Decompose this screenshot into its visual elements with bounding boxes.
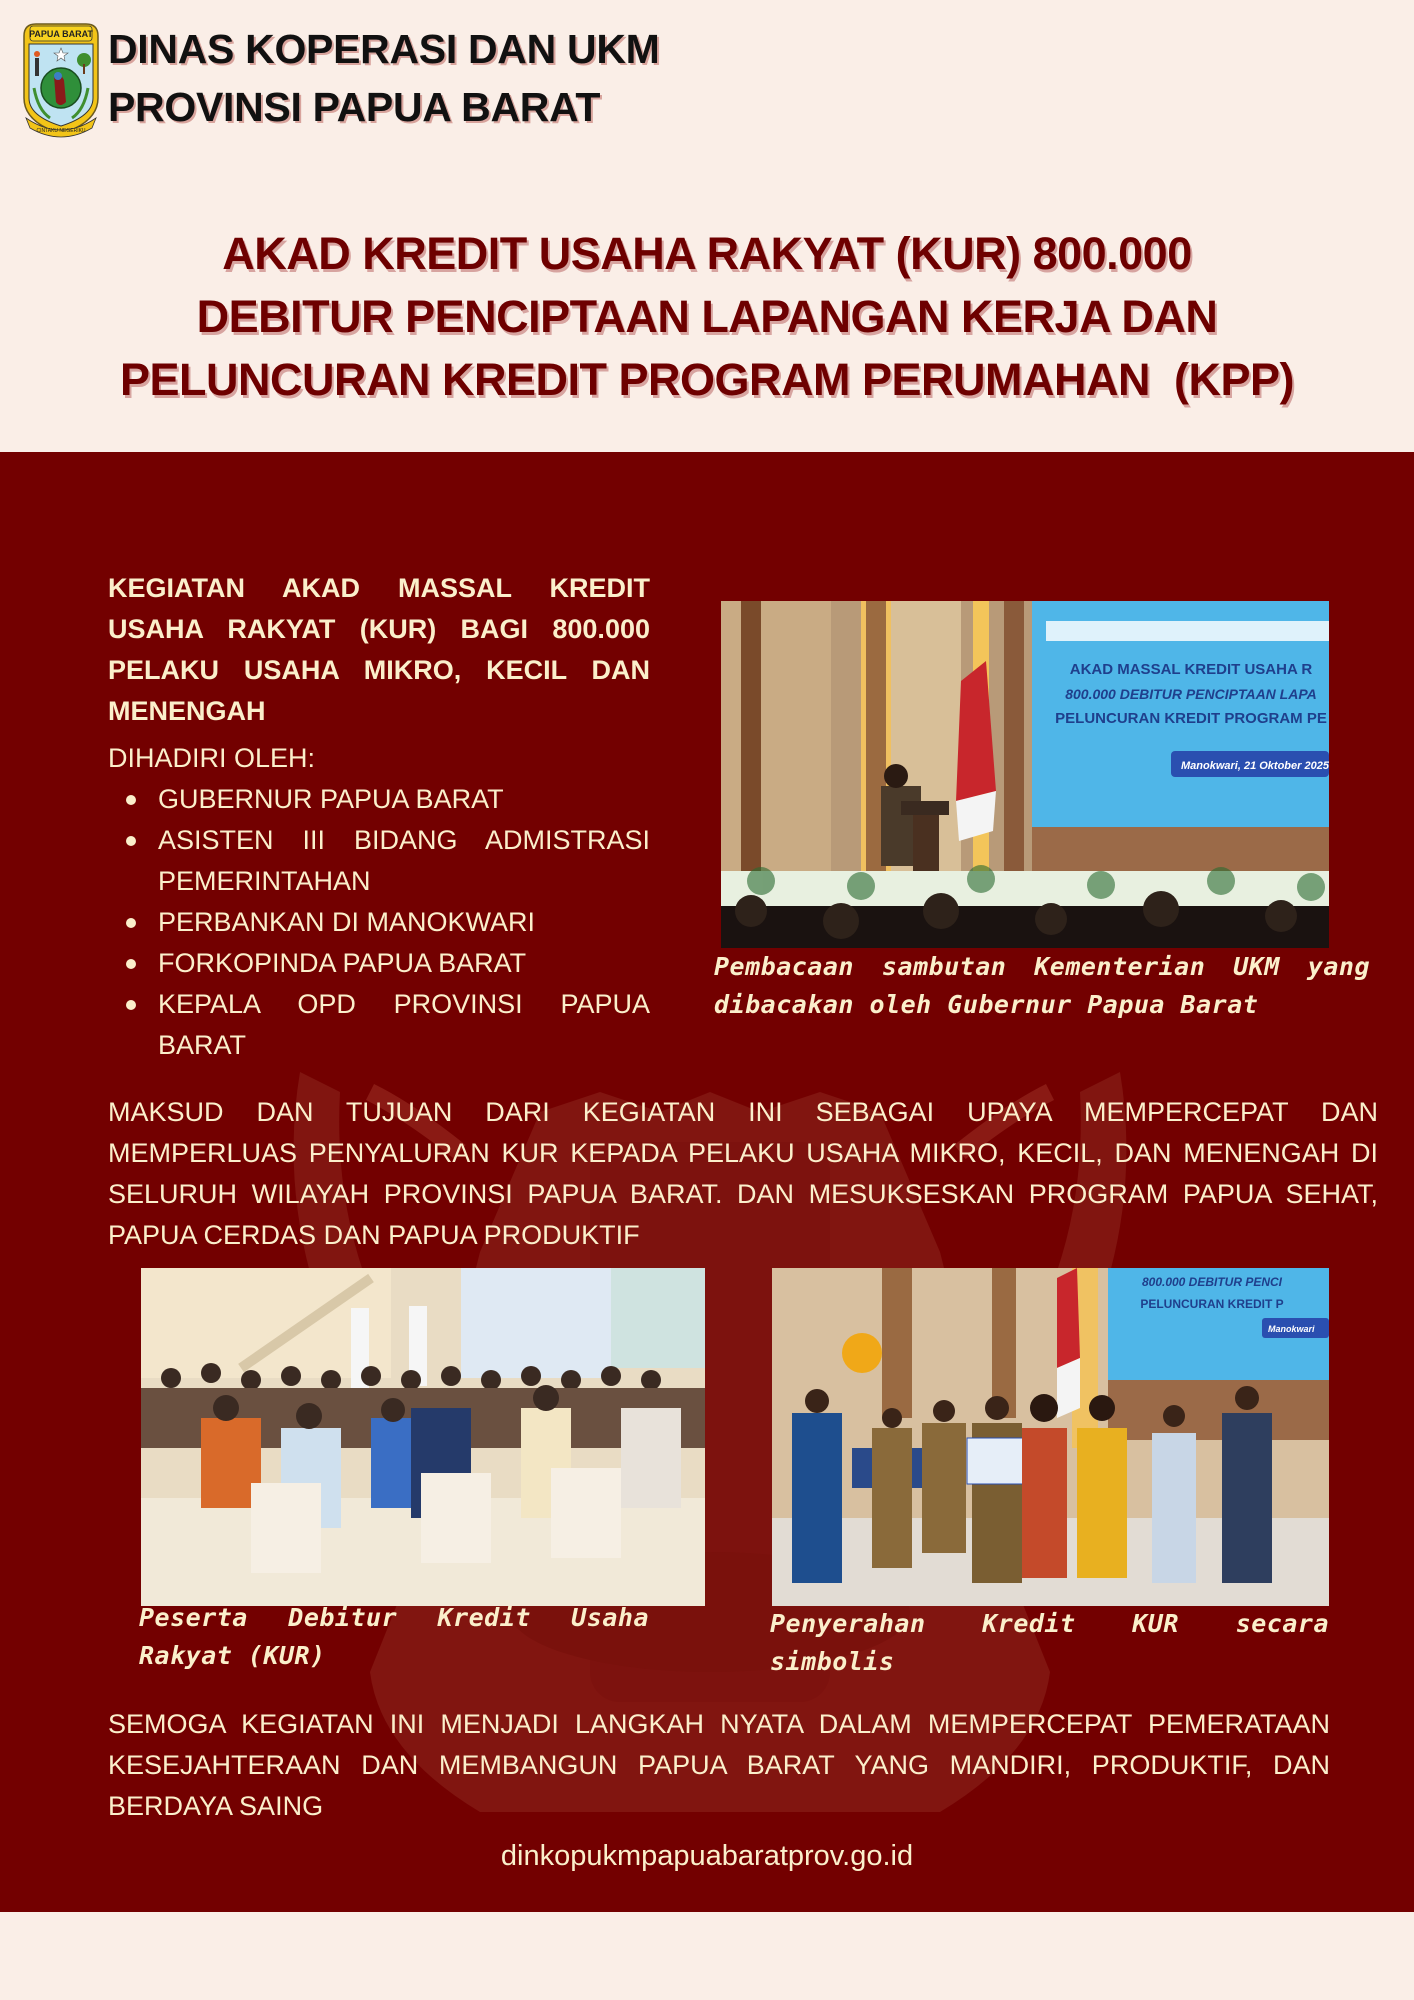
agency-name-line-2: PROVINSI PAPUA BARAT <box>108 84 601 130</box>
intro-heading-line: PELAKU USAHA MIKRO, KECIL DAN <box>108 655 650 685</box>
caption-line: Penyerahan Kredit KUR secara <box>770 1609 1329 1638</box>
paragraph-line: BERDAYA SAING <box>108 1791 324 1821</box>
list-item <box>108 779 650 820</box>
closing-paragraph <box>108 1704 1330 1827</box>
list-item <box>108 820 650 902</box>
attendee-section <box>108 738 650 1066</box>
paragraph-line: SEMOGA KEGIATAN INI MENJADI LANGKAH NYATA DALAM MEMPERCEPAT PEMERATAAN <box>108 1709 1330 1739</box>
attendee-text: GUBERNUR PAPUA BARAT <box>158 784 504 814</box>
photo-kur-participants <box>141 1268 705 1606</box>
attended-label: DIHADIRI OLEH: <box>108 743 316 773</box>
svg-text:PAPUA BARAT: PAPUA BARAT <box>29 29 93 39</box>
website-link[interactable]: dinkopukmpapuabaratprov.go.id <box>500 1840 914 1872</box>
paragraph-line: MEMPERLUAS PENYALURAN KUR KEPADA PELAKU USAHA MIKRO, KECIL, DAN MENENGAH DI <box>108 1138 1378 1168</box>
agency-name-line-1: DINAS KOPERASI DAN UKM <box>108 26 660 72</box>
bullet-icon <box>126 918 136 928</box>
bullet-icon <box>126 795 136 805</box>
paragraph-line: SELURUH WILAYAH PROVINSI PAPUA BARAT. DAN MESUKSESKAN PROGRAM PAPUA SEHAT, <box>108 1179 1378 1209</box>
intro-heading <box>108 568 650 732</box>
intro-heading-line: USAHA RAKYAT (KUR) BAGI 800.000 <box>108 614 650 644</box>
page-title-line-3: PELUNCURAN KREDIT PROGRAM PERUMAHAN (KPP) <box>119 354 1294 405</box>
photo-caption-kur-handover <box>770 1605 1329 1681</box>
attendee-text: BARAT <box>158 1030 247 1060</box>
caption-line: Rakyat (KUR) <box>139 1641 326 1670</box>
svg-text:AKAD MASSAL KREDIT USAHA R: AKAD MASSAL KREDIT USAHA R <box>1069 661 1313 678</box>
intro-heading-line: MENENGAH <box>108 696 266 726</box>
page-title-line-1: AKAD KREDIT USAHA RAKYAT (KUR) 800.000 <box>222 228 1192 279</box>
svg-text:800.000 DEBITUR PENCI: 800.000 DEBITUR PENCI <box>1141 1275 1283 1289</box>
list-item <box>108 943 650 984</box>
list-item <box>108 984 650 1066</box>
attendee-text: PERBANKAN DI MANOKWARI <box>158 907 536 937</box>
photo-caption-kur-participants <box>139 1599 649 1675</box>
photo-kur-handover <box>772 1268 1329 1606</box>
papua-barat-coat-of-arms-icon <box>20 18 102 142</box>
page-title-line-2: DEBITUR PENCIPTAAN LAPANGAN KERJA DAN <box>196 291 1218 342</box>
paragraph-line: MAKSUD DAN TUJUAN DARI KEGIATAN INI SEBAGAI UPAYA MEMPERCEPAT DAN <box>108 1097 1378 1127</box>
purpose-paragraph <box>108 1092 1378 1256</box>
photo-caption-governor-speech <box>714 948 1370 1024</box>
attendee-text: ASISTEN III BIDANG ADMISTRASI <box>158 825 650 855</box>
agency-name <box>108 20 660 136</box>
attendee-list <box>108 779 650 1066</box>
svg-text:PELUNCURAN KREDIT P: PELUNCURAN KREDIT P <box>1140 1297 1284 1311</box>
content-panel <box>0 452 1414 1912</box>
bullet-icon <box>126 959 136 969</box>
svg-text:800.000 DEBITUR PENCIPTAAN LAP: 800.000 DEBITUR PENCIPTAAN LAPA <box>1065 686 1317 702</box>
attendee-text: PEMERINTAHAN <box>158 866 371 896</box>
caption-line: Pembacaan sambutan Kementerian UKM yang <box>714 952 1370 981</box>
attendee-text: KEPALA OPD PROVINSI PAPUA <box>158 989 650 1019</box>
page-title <box>0 222 1414 411</box>
caption-line: Peserta Debitur Kredit Usaha <box>139 1603 649 1632</box>
paragraph-line: KESEJAHTERAAN DAN MEMBANGUN PAPUA BARAT YANG MANDIRI, PRODUKTIF, DAN <box>108 1750 1330 1780</box>
svg-text:Manokwari, 21 Oktober 2025: Manokwari, 21 Oktober 2025 <box>1181 760 1329 772</box>
paragraph-line: PAPUA CERDAS DAN PAPUA PRODUKTIF <box>108 1220 640 1250</box>
photo-governor-speech <box>721 601 1329 948</box>
attendee-text: FORKOPINDA PAPUA BARAT <box>158 948 527 978</box>
intro-heading-line: KEGIATAN AKAD MASSAL KREDIT <box>108 573 650 603</box>
svg-text:PELUNCURAN KREDIT PROGRAM PE: PELUNCURAN KREDIT PROGRAM PE <box>1055 710 1327 727</box>
svg-text:CINTAKU NEGERIKU: CINTAKU NEGERIKU <box>36 128 86 134</box>
list-item <box>108 902 650 943</box>
caption-line: simbolis <box>770 1647 895 1676</box>
bullet-icon <box>126 1000 136 1010</box>
caption-line: dibacakan oleh Gubernur Papua Barat <box>714 990 1259 1019</box>
svg-text:Manokwari: Manokwari <box>1268 1324 1315 1334</box>
bullet-icon <box>126 836 136 846</box>
